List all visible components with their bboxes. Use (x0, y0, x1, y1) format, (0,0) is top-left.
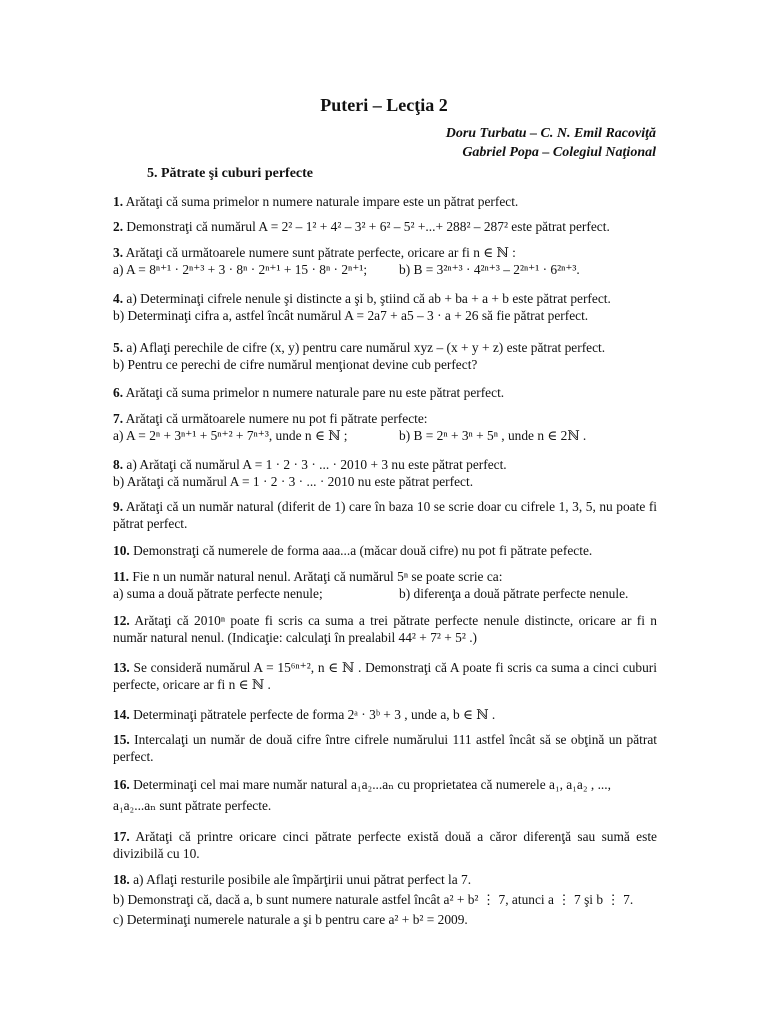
problem-part-a: a) A = 8ⁿ⁺¹ · 2ⁿ⁺³ + 3 · 8ⁿ · 2ⁿ⁺¹ + 15 · 8ⁿ · 2ⁿ⁺¹; (113, 262, 368, 277)
problem-14 (113, 706, 657, 723)
problem-text: Determinaţi pătratele perfecte de forma 2ᵃ · 3ᵇ + 3 , unde a, b ∈ ℕ . (133, 707, 496, 722)
author-1: Doru Turbatu – C. N. Emil Racoviţă (445, 126, 656, 141)
problem-text: a) Aflaţi perechile de cifre (x, y) pentru care numărul xyz – (x + y + z) este pătrat perfect. (126, 340, 606, 355)
problem-text: Determinaţi cel mai mare număr natural a₁a₂...aₙ cu proprietatea că numerele a₁, a₁a₂ , ..., (133, 777, 611, 792)
problem-text: Arătaţi că următoarele numere sunt pătrate perfecte, oricare ar fi n ∈ ℕ : (125, 245, 516, 260)
problem-18 (113, 871, 657, 928)
problem-text: b) Determinaţi cifra a, astfel încât numărul A = 2a7 + a5 – 3 · a + 26 să fie pătrat perfect. (113, 308, 589, 323)
problem-number: 18. (113, 872, 130, 887)
problem-number: 1. (113, 194, 124, 209)
problem-number: 8. (113, 457, 124, 472)
authors-block (446, 124, 656, 162)
problem-number: 10. (113, 543, 130, 558)
problem-number: 2. (113, 219, 124, 234)
problem-text: a) Arătaţi că numărul A = 1 · 2 · 3 · ... · 2010 + 3 nu este pătrat perfect. (126, 457, 507, 472)
problem-5 (113, 339, 657, 373)
problem-number: 15. (113, 732, 130, 747)
problem-12 (113, 612, 657, 646)
problem-text: b) Arătaţi că numărul A = 1 · 2 · 3 · ... · 2010 nu este pătrat perfect. (113, 474, 474, 489)
problem-1 (113, 193, 657, 210)
problem-text: Se consideră numărul A = 15⁶ⁿ⁺², n ∈ ℕ . Demonstraţi că A poate fi scris ca suma a cinci cuburi perfecte, oricare ar fi n ∈ ℕ . (113, 660, 657, 692)
problem-text: Arătaţi că suma primelor n numere naturale pare nu este pătrat perfect. (125, 385, 505, 400)
problem-4 (113, 290, 657, 324)
problem-text: Arătaţi că printre oricare cinci pătrate perfecte există două a căror diferenţă sau sumă este divizibilă cu 10. (113, 829, 657, 861)
author-2: Gabriel Popa – Colegiul Naţional (462, 145, 656, 160)
problem-number: 12. (113, 613, 130, 628)
problem-16 (113, 776, 657, 814)
problem-text: c) Determinaţi numerele naturale a şi b pentru care a² + b² = 2009. (113, 912, 468, 927)
problem-part-a: a) A = 2ⁿ + 3ⁿ⁺¹ + 5ⁿ⁺² + 7ⁿ⁺³, unde n ∈ ℕ ; (113, 428, 348, 443)
problem-part-b: b) B = 3²ⁿ⁺³ · 4²ⁿ⁺³ – 2²ⁿ⁺¹ · 6²ⁿ⁺³. (399, 262, 580, 277)
problem-number: 17. (113, 829, 130, 844)
problem-number: 11. (113, 569, 129, 584)
problem-number: 5. (113, 340, 124, 355)
problem-number: 3. (113, 245, 124, 260)
problem-2 (113, 218, 657, 235)
problem-text: Fie n un număr natural nenul. Arătaţi că numărul 5ⁿ se poate scrie ca: (132, 569, 503, 584)
problem-8 (113, 456, 657, 490)
problem-text: Arătaţi că 2010ⁿ poate fi scris ca suma a trei pătrate perfecte nenule distincte, oricare ar fi n număr natural nenul. (Indicaţie: calculaţi în prealabil 44² + 7² + 5² .) (113, 613, 657, 645)
problem-3 (113, 244, 657, 278)
problem-text: Demonstraţi că numerele de forma aaa...a (măcar două cifre) nu pot fi pătrate pefecte. (133, 543, 593, 558)
problem-7 (113, 410, 657, 444)
problem-number: 14. (113, 707, 130, 722)
problem-17 (113, 828, 657, 862)
problem-15 (113, 731, 657, 765)
problem-6 (113, 384, 657, 401)
problem-text: b) Pentru ce perechi de cifre numărul menţionat devine cub perfect? (113, 357, 478, 372)
problem-part-b: b) B = 2ⁿ + 3ⁿ + 5ⁿ , unde n ∈ 2ℕ . (399, 428, 587, 443)
problem-number: 4. (113, 291, 124, 306)
problem-11 (113, 568, 657, 602)
problem-10 (113, 542, 657, 559)
problem-number: 9. (113, 499, 124, 514)
problem-part-a: a) suma a două pătrate perfecte nenule; (113, 586, 323, 601)
problem-text: Demonstraţi că numărul A = 2² – 1² + 4² – 3² + 6² – 5² +...+ 288² – 287² este pătrat perfect. (126, 219, 610, 234)
problem-text: Arătaţi că suma primelor n numere naturale impare este un pătrat perfect. (125, 194, 519, 209)
problem-number: 16. (113, 777, 130, 792)
problem-text: a) Determinaţi cifrele nenule şi distincte a şi b, ştiind că ab + ba + a + b este pătrat perfect. (126, 291, 611, 306)
problem-text: Intercalaţi un număr de două cifre între cifrele numărului 111 astfel încât să se obţină un pătrat perfect. (113, 732, 658, 764)
problem-number: 7. (113, 411, 124, 426)
problem-number: 6. (113, 385, 124, 400)
problem-9 (113, 498, 657, 532)
problem-13 (113, 659, 657, 693)
problem-number: 13. (113, 660, 130, 675)
problem-text: b) Demonstraţi că, dacă a, b sunt numere naturale astfel încât a² + b² ⋮ 7, atunci a ⋮ 7 şi b ⋮ 7. (113, 892, 634, 907)
problem-part-b: b) diferenţa a două pătrate perfecte nenule. (399, 586, 629, 601)
problem-text: a) Aflaţi resturile posibile ale împărţirii unui pătrat perfect la 7. (133, 872, 472, 887)
problem-text: Arătaţi că un număr natural (diferit de 1) care în baza 10 se scrie doar cu cifrele 1, 3, 5, nu poate fi pătrat perfect. (113, 499, 657, 531)
section-heading: 5. Pătrate şi cuburi perfecte (147, 166, 313, 181)
page-title: Puteri – Lecţia 2 (320, 95, 448, 115)
problem-text: a₁a₂...aₙ sunt pătrate perfecte. (113, 798, 272, 813)
problem-text: Arătaţi că următoarele numere nu pot fi pătrate perfecte: (125, 411, 428, 426)
